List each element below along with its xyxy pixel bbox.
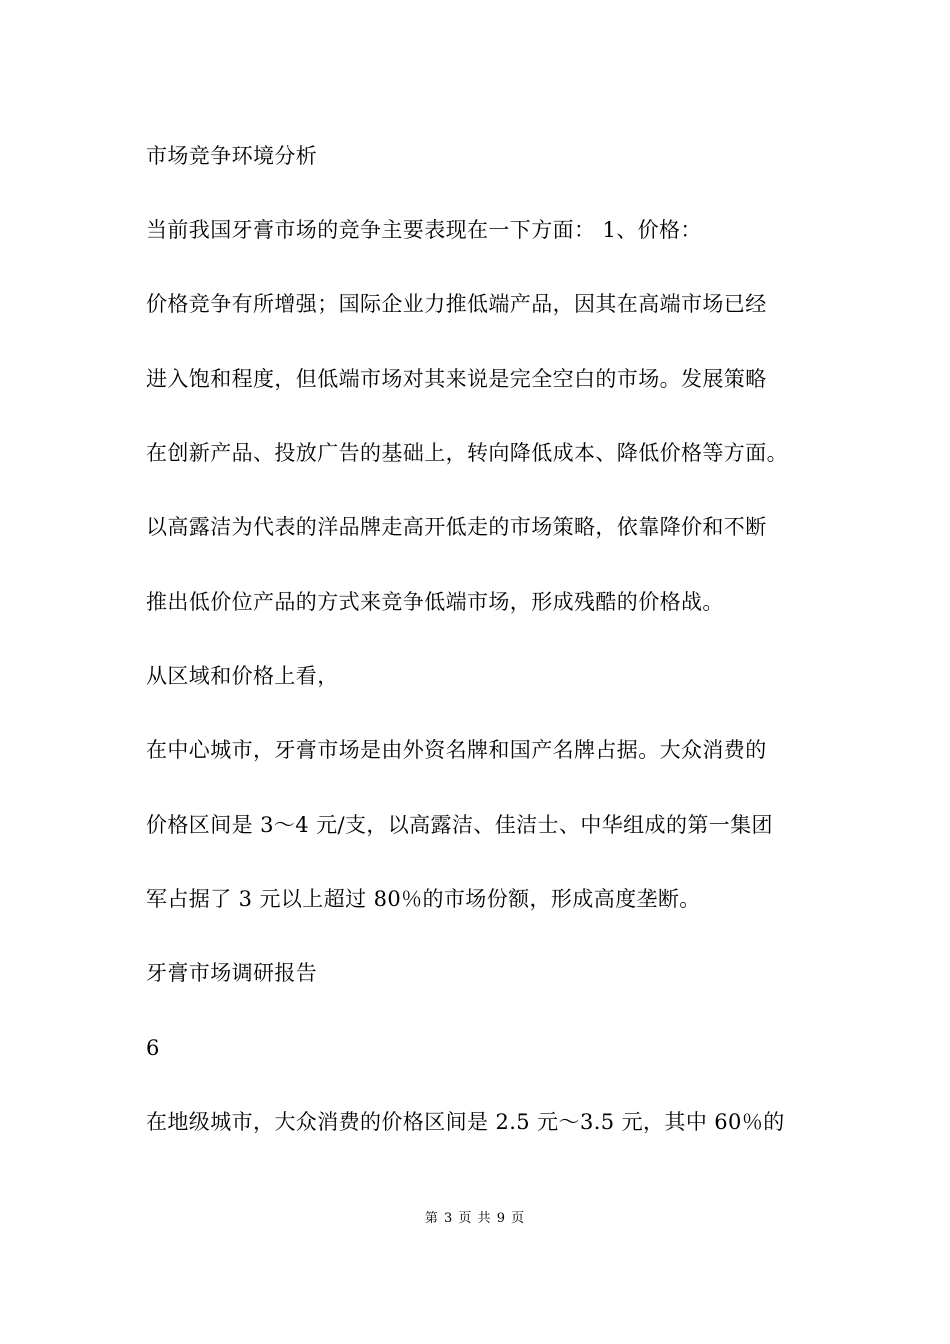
paragraph-line: 推出低价位产品的方式来竞争低端市场，形成残酷的价格战。 <box>146 590 724 614</box>
paragraph-line: 价格区间是 3～4 元/支，以高露洁、佳洁士、中华组成的第一集团 <box>146 813 773 837</box>
paragraph-line: 价格竞争有所增强；国际企业力推低端产品，因其在高端市场已经 <box>146 292 767 316</box>
paragraph-line: 在创新产品、投放广告的基础上，转向降低成本、降低价格等方面。 <box>146 441 788 465</box>
paragraph-line: 军占据了 3 元以上超过 80％的市场份额，形成高度垄断。 <box>146 887 701 911</box>
number-line: 6 <box>146 1036 160 1060</box>
paragraph-line: 在中心城市，牙膏市场是由外资名牌和国产名牌占据。大众消费的 <box>146 738 767 762</box>
report-title-line: 牙膏市场调研报告 <box>146 961 318 985</box>
paragraph-line: 在地级城市，大众消费的价格区间是 2.5 元～3.5 元，其中 60％的 <box>146 1110 785 1134</box>
paragraph-line: 进入饱和程度，但低端市场对其来说是完全空白的市场。发展策略 <box>146 367 767 391</box>
paragraph-line: 当前我国牙膏市场的竞争主要表现在一下方面： 1、价格： <box>146 218 702 242</box>
section-heading: 市场竞争环境分析 <box>146 144 318 168</box>
paragraph-line: 以高露洁为代表的洋品牌走高开低走的市场策略，依靠降价和不断 <box>146 515 767 539</box>
paragraph-line: 从区域和价格上看， <box>146 664 339 688</box>
page-footer: 第 3 页 共 9 页 <box>424 1211 526 1226</box>
